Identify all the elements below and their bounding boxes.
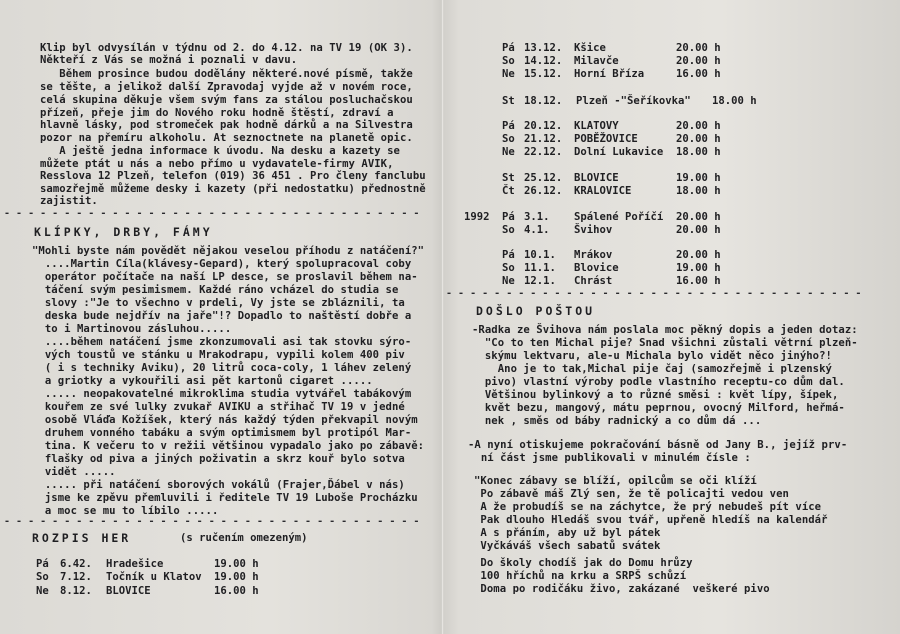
intro-line: Klip byl odvysílán v týdnu od 2. do 4.12. na TV 19 (OK 3). xyxy=(40,42,413,54)
sched-day: Pá xyxy=(502,42,515,54)
klipky-line: ....Martin Cíla(klávesy-Gepard), který spolupracoval coby xyxy=(32,258,412,270)
sched-date: 4.1. xyxy=(524,224,550,236)
poem-line: A s přáním, aby už byl pátek xyxy=(474,527,661,539)
game-time: 19.00 h xyxy=(214,558,259,570)
intro-line: celá skupina děkuje všem svým fans za stálou posluchačskou xyxy=(40,94,413,106)
klipky-line: osobě Vláďa Kožíšek, který nás každý týden překvapil novým xyxy=(32,414,418,426)
sched-time: 20.00 h xyxy=(676,42,721,54)
klipky-line: táčení svým pesimismem. Každé ráno vcházel do studia se xyxy=(32,284,399,296)
game-place: Hradešice xyxy=(106,558,164,570)
sched-place: BLOVICE xyxy=(574,172,619,184)
poem-line: Po zábavě máš Zlý sen, že tě policajti vedou ven xyxy=(474,488,789,500)
klipky-line: a moc se mu to líbilo ..... xyxy=(32,505,219,517)
sched-date: 10.1. xyxy=(524,249,556,261)
intro-line: můžete ptát u nás a nebo přímo u vydavatele-firmy AVIK, xyxy=(40,158,394,170)
sched-date: 21.12. xyxy=(524,133,563,145)
poem-line: Vyčkáváš všech sabatů svátek xyxy=(474,540,661,552)
intro-line: přízeň, přeje jim do Nového roku hodně štěstí, zdraví a xyxy=(40,107,394,119)
sched-date: 15.12. xyxy=(524,68,563,80)
poem-line: Do školy chodíš jak do Domu hrůzy xyxy=(474,557,693,569)
sched-place: Švihov xyxy=(574,224,613,236)
sched-time: 18.00 h xyxy=(712,95,757,107)
letter-line: Většinou bylinkový a to různé směsi : květ lípy, šípek, xyxy=(472,389,839,401)
section-divider: - - - - - - - - - - - - - - - - - - - - - - - - - - - - - - - - - - - xyxy=(446,288,862,299)
game-time: 16.00 h xyxy=(214,585,259,597)
sched-day: So xyxy=(502,262,515,274)
sched-day: Pá xyxy=(502,249,515,261)
klipky-line: deska bude nejdřív na jaře"!? Dopadlo to naštěstí dobře a xyxy=(32,310,412,322)
sched-place: KRALOVICE xyxy=(574,185,632,197)
sched-day: Pá xyxy=(502,120,515,132)
letter-line: -A nyní otiskujeme pokračování básně od Jany B., jejíž prv- xyxy=(468,439,848,451)
sched-date: 25.12. xyxy=(524,172,563,184)
klipky-line: vidět ..... xyxy=(32,466,116,478)
sched-time: 20.00 h xyxy=(676,120,721,132)
game-day: Pá xyxy=(36,558,49,570)
game-date: 8.12. xyxy=(60,585,92,597)
letter-line: pivo) vlastní výroby podle vlastního receptu-co dům dal. xyxy=(472,376,845,388)
klipky-line: ....během natáčení jsme zkonzumovali asi tak stovku sýro- xyxy=(32,336,412,348)
klipky-line: tina. K večeru to v režii většinou vypadalo jako po zábavě: xyxy=(32,440,425,452)
sched-day: So xyxy=(502,55,515,67)
poem-line: "Konec zábavy se blíží, opilcům se oči klíží xyxy=(474,475,757,487)
sched-place: Chrást xyxy=(574,275,613,287)
sched-time: 20.00 h xyxy=(676,211,721,223)
game-day: Ne xyxy=(36,585,49,597)
klipky-line: ( i s techniky Aviku), 20 litrů coca-coly, 1 láhev zelený xyxy=(32,362,412,374)
intro-line: pozor na přemíru alkoholu. At seznoctnete na planetě opic. xyxy=(40,132,413,144)
sched-day: Ne xyxy=(502,275,515,287)
klipky-line: kouřem ze své lulky zvukař AVIKU a střihač TV 19 v jedné xyxy=(32,401,405,413)
sched-time: 20.00 h xyxy=(676,224,721,236)
poem-line: A že probudíš se na záchytce, že prý nebudeš pít více xyxy=(474,501,822,513)
sched-day: St xyxy=(502,95,515,107)
sched-time: 20.00 h xyxy=(676,133,721,145)
klipky-heading: KLÍPKY, DRBY, FÁMY xyxy=(34,225,213,239)
sched-time: 16.00 h xyxy=(676,275,721,287)
klipky-line: a griotky a vykouřili asi pět kartonů cigaret ..... xyxy=(32,375,373,387)
klipky-line: ..... neopakovatelné mikroklima studia vytvářel tabákovým xyxy=(32,388,412,400)
klipky-line: operátor počítače na naší LP desce, se proslavil během na- xyxy=(32,271,418,283)
sched-day: Čt xyxy=(502,185,515,197)
sched-time: 20.00 h xyxy=(676,55,721,67)
sched-time: 19.00 h xyxy=(676,172,721,184)
page-fold xyxy=(441,0,444,634)
section-divider: - - - - - - - - - - - - - - - - - - - - - - - - - - - - - - - - - - - xyxy=(4,516,420,527)
sched-place: POBĚŽOVICE xyxy=(574,133,638,145)
letter-line: nek , směs od báby radnický a co dům dá ... xyxy=(472,415,762,427)
intro-line: A ještě jedna informace k úvodu. Na desku a kazety se xyxy=(40,145,400,157)
intro-line: Resslova 12 Plzeň, telefon (019) 36 451 . Pro členy fanclubu xyxy=(40,170,426,182)
sched-day: So xyxy=(502,224,515,236)
sched-place: Mrákov xyxy=(574,249,613,261)
doslo-heading: DOŠLO POŠTOU xyxy=(476,304,596,318)
sched-place: Plzeň -"Šeříkovka" xyxy=(576,95,691,107)
sched-place: Kšice xyxy=(574,42,606,54)
sched-place: Blovice xyxy=(574,262,619,274)
intro-line: Během prosince budou dodělány některé.nové písmě, takže xyxy=(40,68,413,80)
rozpis-subheading: (s ručením omezeným) xyxy=(180,532,308,544)
sched-place: KLATOVY xyxy=(574,120,619,132)
sched-day: So xyxy=(502,133,515,145)
sched-time: 16.00 h xyxy=(676,68,721,80)
klipky-line: flašky od piva a jiných poživatin a skrz kouř bylo sotva xyxy=(32,453,405,465)
intro-line: samozřejmě můžeme desky i kazety (při nedostatku) přednostně xyxy=(40,183,426,195)
sched-date: 14.12. xyxy=(524,55,563,67)
letter-line: skýmu lektvaru, ale-u Michala bylo vidět něco jinýho?! xyxy=(472,350,832,362)
sched-time: 19.00 h xyxy=(676,262,721,274)
letter-line: ní část jsme publikovali v minulém čísle : xyxy=(468,452,751,464)
sched-place: Horní Bříza xyxy=(574,68,645,80)
section-divider: - - - - - - - - - - - - - - - - - - - - - - - - - - - - - - - - - - - xyxy=(4,208,420,219)
game-place: Točník u Klatov xyxy=(106,571,202,583)
letter-line: květ bezu, mangový, mátu peprnou, ovocný Milford, heřmá- xyxy=(472,402,845,414)
game-date: 7.12. xyxy=(60,571,92,583)
sched-place: Spálené Poříčí xyxy=(574,211,664,223)
sched-day: Pá xyxy=(502,211,515,223)
sched-date: 22.12. xyxy=(524,146,563,158)
intro-line: hlavně lásky, pod stromeček pak hodně dárků a na Silvestra xyxy=(40,119,413,131)
sched-date: 12.1. xyxy=(524,275,556,287)
sched-date: 18.12. xyxy=(524,95,563,107)
sched-date: 20.12. xyxy=(524,120,563,132)
poem-line: Doma po rodičáku živo, zakázané veškeré pivo xyxy=(474,583,770,595)
klipky-line: slovy :"Je to všechno v prdeli, Vy jste se zbláznili, ta xyxy=(32,297,405,309)
sched-date: 26.12. xyxy=(524,185,563,197)
sched-day: Ne xyxy=(502,68,515,80)
klipky-line: "Mohli byste nám povědět nějakou veselou příhodu z natáčení?" xyxy=(32,245,425,257)
rozpis-heading: ROZPIS HER xyxy=(32,531,132,545)
game-date: 6.42. xyxy=(60,558,92,570)
poem-line: Pak dlouho Hledáš svou tvář, upřeně hledíš na kalendář xyxy=(474,514,828,526)
sched-date: 13.12. xyxy=(524,42,563,54)
klipky-line: to i Martinovou zásluhou..... xyxy=(32,323,232,335)
sched-time: 18.00 h xyxy=(676,185,721,197)
sched-time: 20.00 h xyxy=(676,249,721,261)
klipky-line: jsme ke zpěvu přemluvili i ředitele TV 19 Luboše Procházku xyxy=(32,492,418,504)
sched-date: 3.1. xyxy=(524,211,550,223)
sched-date: 11.1. xyxy=(524,262,556,274)
game-time: 19.00 h xyxy=(214,571,259,583)
letter-line: -Radka ze Švihova nám poslala moc pěkný dopis a jeden dotaz: xyxy=(472,324,858,336)
sched-day: Ne xyxy=(502,146,515,158)
letter-line: "Co to ten Michal pije? Snad všichni zůstali větrní plzeň- xyxy=(472,337,858,349)
intro-line: Někteří z Vás se možná i poznali v davu. xyxy=(40,54,298,66)
sched-year: 1992 xyxy=(464,211,490,223)
klipky-line: druhem vonného tabáku a svým optimismem byl protipól Mar- xyxy=(32,427,412,439)
sched-place: Milavče xyxy=(574,55,619,67)
klipky-line: ..... při natáčení sborových vokálů (Frajer,Ďábel v nás) xyxy=(32,479,405,491)
klipky-line: vých toustů ve stánku u Mrakodrapu, vypili kolem 400 piv xyxy=(32,349,405,361)
game-place: BLOVICE xyxy=(106,585,151,597)
poem-line: 100 hříchů na krku a SRPŠ schůzí xyxy=(474,570,687,582)
sched-place: Dolní Lukavice xyxy=(574,146,664,158)
letter-line: Ano je to tak,Michal pije čaj (samozřejmě i plzenský xyxy=(472,363,832,375)
intro-line: zajistit. xyxy=(40,195,98,207)
game-day: So xyxy=(36,571,49,583)
intro-line: se těšte, a jelikož další Zpravodaj vyjde až v novém roce, xyxy=(40,81,413,93)
sched-day: St xyxy=(502,172,515,184)
sched-time: 18.00 h xyxy=(676,146,721,158)
